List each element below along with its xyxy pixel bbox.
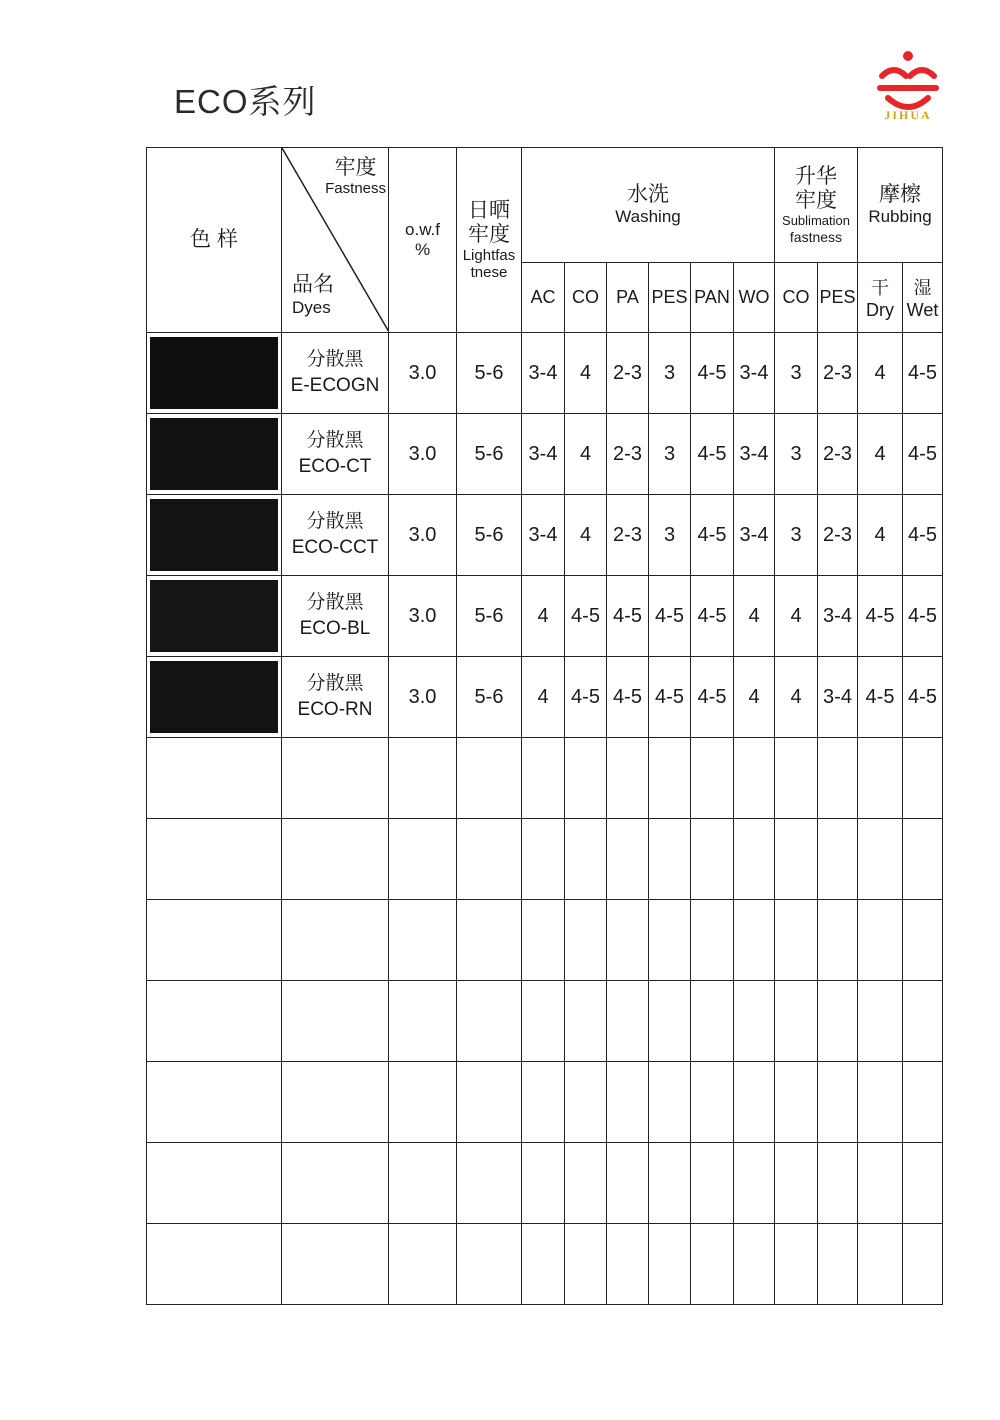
empty-cell bbox=[858, 738, 903, 819]
empty-cell bbox=[282, 1143, 389, 1224]
rubbing-wet-cell: 4-5 bbox=[903, 576, 943, 657]
washing-cell: 2-3 bbox=[607, 414, 649, 495]
fastness-dyes-header bbox=[282, 148, 389, 333]
lightfastness-cell: 5-6 bbox=[457, 333, 522, 414]
sublimation-cell: 3-4 bbox=[818, 657, 858, 738]
sublimation-cell: 2-3 bbox=[818, 495, 858, 576]
washing-cell: 4-5 bbox=[691, 333, 734, 414]
swatch-cell bbox=[147, 495, 282, 576]
empty-cell bbox=[818, 981, 858, 1062]
page-title: ECO系列 bbox=[174, 83, 317, 120]
empty-cell bbox=[775, 1062, 818, 1143]
empty-cell bbox=[389, 738, 457, 819]
dye-name-cn: 分散黑 bbox=[306, 349, 364, 371]
empty-table-row bbox=[147, 819, 943, 900]
sublimation-sub-header: CO bbox=[775, 263, 818, 333]
empty-cell bbox=[565, 1224, 607, 1305]
dyes-cn: 品名 bbox=[292, 273, 334, 297]
empty-cell bbox=[282, 1224, 389, 1305]
empty-table-row bbox=[147, 1224, 943, 1305]
empty-cell bbox=[775, 738, 818, 819]
empty-cell bbox=[147, 1143, 282, 1224]
washing-cell: 4-5 bbox=[565, 657, 607, 738]
sublimation-cell: 2-3 bbox=[818, 333, 858, 414]
empty-cell bbox=[522, 1143, 565, 1224]
empty-cell bbox=[775, 1143, 818, 1224]
washing-cell: 3 bbox=[649, 495, 691, 576]
washing-cell: 4 bbox=[522, 576, 565, 657]
empty-cell bbox=[522, 900, 565, 981]
empty-cell bbox=[734, 900, 775, 981]
dyes-en: Dyes bbox=[292, 297, 331, 317]
swatch-cell bbox=[147, 657, 282, 738]
empty-cell bbox=[858, 1062, 903, 1143]
rubbing-wet-cell: 4-5 bbox=[903, 657, 943, 738]
wet-header bbox=[903, 263, 943, 333]
empty-cell bbox=[457, 1224, 522, 1305]
fastness-cn: 牢度 bbox=[334, 156, 377, 179]
empty-cell bbox=[734, 1062, 775, 1143]
empty-cell bbox=[858, 1224, 903, 1305]
empty-cell bbox=[457, 1143, 522, 1224]
empty-cell bbox=[858, 900, 903, 981]
washing-cell: 2-3 bbox=[607, 333, 649, 414]
empty-cell bbox=[903, 738, 943, 819]
empty-cell bbox=[734, 981, 775, 1062]
empty-cell bbox=[607, 1224, 649, 1305]
empty-cell bbox=[818, 1224, 858, 1305]
empty-cell bbox=[818, 738, 858, 819]
empty-cell bbox=[565, 1143, 607, 1224]
washing-cell: 4-5 bbox=[607, 576, 649, 657]
sublimation-en-1: Sublimation bbox=[782, 212, 850, 228]
empty-cell bbox=[775, 1224, 818, 1305]
sublimation-cn-1: 升华 bbox=[795, 164, 837, 188]
owf-cell: 3.0 bbox=[389, 495, 457, 576]
sublimation-sub-header: PES bbox=[818, 263, 858, 333]
empty-cell bbox=[818, 1062, 858, 1143]
rubbing-header bbox=[858, 148, 943, 263]
empty-cell bbox=[691, 1143, 734, 1224]
empty-cell bbox=[607, 1062, 649, 1143]
washing-en: Washing bbox=[615, 206, 681, 226]
dye-name-en: ECO-CCT bbox=[291, 537, 379, 558]
rubbing-dry-cell: 4-5 bbox=[858, 657, 903, 738]
color-sample-header bbox=[147, 148, 282, 333]
empty-cell bbox=[522, 738, 565, 819]
empty-cell bbox=[691, 900, 734, 981]
empty-cell bbox=[607, 981, 649, 1062]
table-row bbox=[147, 333, 943, 414]
washing-cell: 3 bbox=[649, 414, 691, 495]
empty-table-row bbox=[147, 1143, 943, 1224]
empty-cell bbox=[282, 900, 389, 981]
lightfastness-cell: 5-6 bbox=[457, 576, 522, 657]
sublimation-cell: 3 bbox=[775, 414, 818, 495]
empty-cell bbox=[389, 900, 457, 981]
empty-cell bbox=[565, 819, 607, 900]
wet-cn: 湿 bbox=[913, 278, 932, 298]
empty-cell bbox=[818, 1143, 858, 1224]
empty-table-row bbox=[147, 738, 943, 819]
washing-cell: 3-4 bbox=[734, 414, 775, 495]
empty-cell bbox=[147, 900, 282, 981]
dry-header bbox=[858, 263, 903, 333]
sublimation-cell: 3 bbox=[775, 495, 818, 576]
dye-name-cn: 分散黑 bbox=[306, 511, 364, 533]
dye-name-en: ECO-RN bbox=[297, 699, 373, 720]
dye-name-en: E-ECOGN bbox=[290, 375, 380, 396]
washing-cell: 3-4 bbox=[522, 333, 565, 414]
rubbing-dry-cell: 4 bbox=[858, 414, 903, 495]
rubbing-cn: 摩檫 bbox=[879, 182, 921, 206]
owf-cell: 3.0 bbox=[389, 657, 457, 738]
empty-cell bbox=[903, 1224, 943, 1305]
empty-cell bbox=[818, 819, 858, 900]
empty-cell bbox=[607, 738, 649, 819]
table-body bbox=[147, 333, 943, 1305]
owf-cell: 3.0 bbox=[389, 414, 457, 495]
washing-cell: 4 bbox=[522, 657, 565, 738]
washing-cell: 4 bbox=[565, 495, 607, 576]
washing-sub-header: PES bbox=[649, 263, 691, 333]
washing-cell: 3-4 bbox=[522, 495, 565, 576]
empty-cell bbox=[147, 738, 282, 819]
dye-name-cell bbox=[282, 414, 389, 495]
empty-cell bbox=[565, 981, 607, 1062]
color-swatch bbox=[150, 499, 278, 571]
empty-cell bbox=[457, 819, 522, 900]
empty-cell bbox=[775, 981, 818, 1062]
washing-cell: 2-3 bbox=[607, 495, 649, 576]
dye-name-cell bbox=[282, 657, 389, 738]
empty-cell bbox=[457, 981, 522, 1062]
empty-table-row bbox=[147, 1062, 943, 1143]
washing-cell: 4 bbox=[734, 657, 775, 738]
empty-cell bbox=[522, 1224, 565, 1305]
empty-cell bbox=[607, 819, 649, 900]
dye-name-en: ECO-BL bbox=[299, 618, 371, 639]
rubbing-wet-cell: 4-5 bbox=[903, 333, 943, 414]
empty-cell bbox=[903, 1143, 943, 1224]
dye-name-en: ECO-CT bbox=[298, 456, 372, 477]
light-en-2: tnese bbox=[470, 264, 508, 282]
owf-cell: 3.0 bbox=[389, 576, 457, 657]
washing-cell: 4 bbox=[734, 576, 775, 657]
empty-cell bbox=[775, 900, 818, 981]
table-row bbox=[147, 657, 943, 738]
empty-cell bbox=[607, 900, 649, 981]
washing-cell: 4-5 bbox=[607, 657, 649, 738]
rubbing-wet-cell: 4-5 bbox=[903, 495, 943, 576]
empty-cell bbox=[389, 1224, 457, 1305]
logo-text: JIHUA bbox=[884, 108, 932, 122]
washing-cell: 4-5 bbox=[691, 495, 734, 576]
swatch-cell bbox=[147, 333, 282, 414]
empty-cell bbox=[691, 981, 734, 1062]
empty-cell bbox=[522, 981, 565, 1062]
empty-cell bbox=[858, 1143, 903, 1224]
sublimation-cell: 3 bbox=[775, 333, 818, 414]
empty-cell bbox=[565, 1062, 607, 1143]
light-cn-1: 日晒 bbox=[468, 198, 510, 222]
washing-cell: 4-5 bbox=[565, 576, 607, 657]
owf-header bbox=[389, 148, 457, 333]
washing-sub-header: AC bbox=[522, 263, 565, 333]
empty-cell bbox=[649, 819, 691, 900]
dye-name-cn: 分散黑 bbox=[306, 673, 364, 695]
empty-cell bbox=[858, 981, 903, 1062]
lightfastness-cell: 5-6 bbox=[457, 657, 522, 738]
sublimation-header bbox=[775, 148, 858, 263]
empty-cell bbox=[903, 900, 943, 981]
swatch-cell bbox=[147, 414, 282, 495]
sublimation-en-2: fastness bbox=[789, 228, 843, 245]
empty-cell bbox=[282, 981, 389, 1062]
empty-cell bbox=[649, 900, 691, 981]
color-swatch bbox=[150, 580, 278, 652]
empty-cell bbox=[649, 1062, 691, 1143]
sublimation-cell: 3-4 bbox=[818, 576, 858, 657]
empty-cell bbox=[147, 1224, 282, 1305]
rubbing-wet-cell: 4-5 bbox=[903, 414, 943, 495]
color-sample-label: 色 样 bbox=[190, 227, 238, 251]
empty-cell bbox=[734, 1143, 775, 1224]
lightfastness-cell: 5-6 bbox=[457, 495, 522, 576]
washing-cell: 4-5 bbox=[691, 657, 734, 738]
washing-cn: 水洗 bbox=[627, 182, 669, 206]
rubbing-dry-cell: 4 bbox=[858, 333, 903, 414]
owf-unit: % bbox=[414, 240, 431, 259]
empty-cell bbox=[691, 1224, 734, 1305]
dye-name-cn: 分散黑 bbox=[306, 430, 364, 452]
empty-cell bbox=[775, 819, 818, 900]
empty-cell bbox=[691, 738, 734, 819]
empty-cell bbox=[734, 1224, 775, 1305]
dry-en: Dry bbox=[866, 300, 894, 320]
empty-cell bbox=[389, 819, 457, 900]
washing-cell: 4-5 bbox=[649, 657, 691, 738]
empty-cell bbox=[649, 1143, 691, 1224]
empty-cell bbox=[389, 981, 457, 1062]
sublimation-cell: 2-3 bbox=[818, 414, 858, 495]
washing-cell: 4 bbox=[565, 333, 607, 414]
empty-cell bbox=[457, 900, 522, 981]
empty-cell bbox=[282, 819, 389, 900]
table-row bbox=[147, 495, 943, 576]
empty-table-row bbox=[147, 900, 943, 981]
sublimation-cn-2: 牢度 bbox=[795, 188, 837, 212]
dye-name-cn: 分散黑 bbox=[306, 592, 364, 614]
color-swatch bbox=[150, 661, 278, 733]
dye-name-cell bbox=[282, 333, 389, 414]
empty-cell bbox=[903, 1062, 943, 1143]
empty-cell bbox=[734, 819, 775, 900]
fastness-table bbox=[146, 147, 943, 1305]
empty-cell bbox=[565, 900, 607, 981]
lightfastness-cell: 5-6 bbox=[457, 414, 522, 495]
washing-cell: 4-5 bbox=[691, 414, 734, 495]
washing-sub-header: CO bbox=[565, 263, 607, 333]
empty-table-row bbox=[147, 981, 943, 1062]
fastness-en: Fastness bbox=[325, 180, 386, 198]
washing-cell: 4 bbox=[565, 414, 607, 495]
rubbing-dry-cell: 4 bbox=[858, 495, 903, 576]
sublimation-cell: 4 bbox=[775, 576, 818, 657]
dry-cn: 干 bbox=[871, 278, 889, 298]
empty-cell bbox=[522, 1062, 565, 1143]
washing-cell: 3-4 bbox=[522, 414, 565, 495]
empty-cell bbox=[389, 1062, 457, 1143]
dye-name-cell bbox=[282, 576, 389, 657]
empty-cell bbox=[457, 738, 522, 819]
washing-cell: 4-5 bbox=[649, 576, 691, 657]
washing-cell: 3-4 bbox=[734, 333, 775, 414]
empty-cell bbox=[903, 981, 943, 1062]
lightfastness-header bbox=[457, 148, 522, 333]
swatch-cell bbox=[147, 576, 282, 657]
empty-cell bbox=[734, 738, 775, 819]
washing-sub-header: PA bbox=[607, 263, 649, 333]
washing-cell: 4-5 bbox=[691, 576, 734, 657]
empty-cell bbox=[565, 738, 607, 819]
owf-cell: 3.0 bbox=[389, 333, 457, 414]
owf-label: o.w.f bbox=[405, 219, 440, 239]
header-row-top bbox=[147, 148, 943, 263]
empty-cell bbox=[522, 819, 565, 900]
empty-cell bbox=[282, 738, 389, 819]
empty-cell bbox=[649, 981, 691, 1062]
empty-cell bbox=[457, 1062, 522, 1143]
washing-sub-header: PAN bbox=[691, 263, 734, 333]
empty-cell bbox=[147, 1062, 282, 1143]
empty-cell bbox=[147, 819, 282, 900]
washing-sub-header: WO bbox=[734, 263, 775, 333]
rubbing-en: Rubbing bbox=[868, 206, 932, 226]
empty-cell bbox=[858, 819, 903, 900]
color-swatch bbox=[150, 418, 278, 490]
wet-en: Wet bbox=[906, 300, 939, 320]
empty-cell bbox=[389, 1143, 457, 1224]
empty-cell bbox=[282, 1062, 389, 1143]
light-en-1: Lightfas bbox=[462, 246, 516, 264]
light-cn-2: 牢度 bbox=[468, 222, 510, 246]
washing-cell: 3-4 bbox=[734, 495, 775, 576]
color-swatch bbox=[150, 337, 278, 409]
empty-cell bbox=[691, 1062, 734, 1143]
empty-cell bbox=[818, 900, 858, 981]
empty-cell bbox=[903, 819, 943, 900]
table-row bbox=[147, 576, 943, 657]
empty-cell bbox=[649, 1224, 691, 1305]
empty-cell bbox=[691, 819, 734, 900]
empty-cell bbox=[649, 738, 691, 819]
empty-cell bbox=[147, 981, 282, 1062]
washing-cell: 3 bbox=[649, 333, 691, 414]
table-row bbox=[147, 414, 943, 495]
sublimation-cell: 4 bbox=[775, 657, 818, 738]
dye-name-cell bbox=[282, 495, 389, 576]
rubbing-dry-cell: 4-5 bbox=[858, 576, 903, 657]
washing-header bbox=[522, 148, 775, 263]
empty-cell bbox=[607, 1143, 649, 1224]
